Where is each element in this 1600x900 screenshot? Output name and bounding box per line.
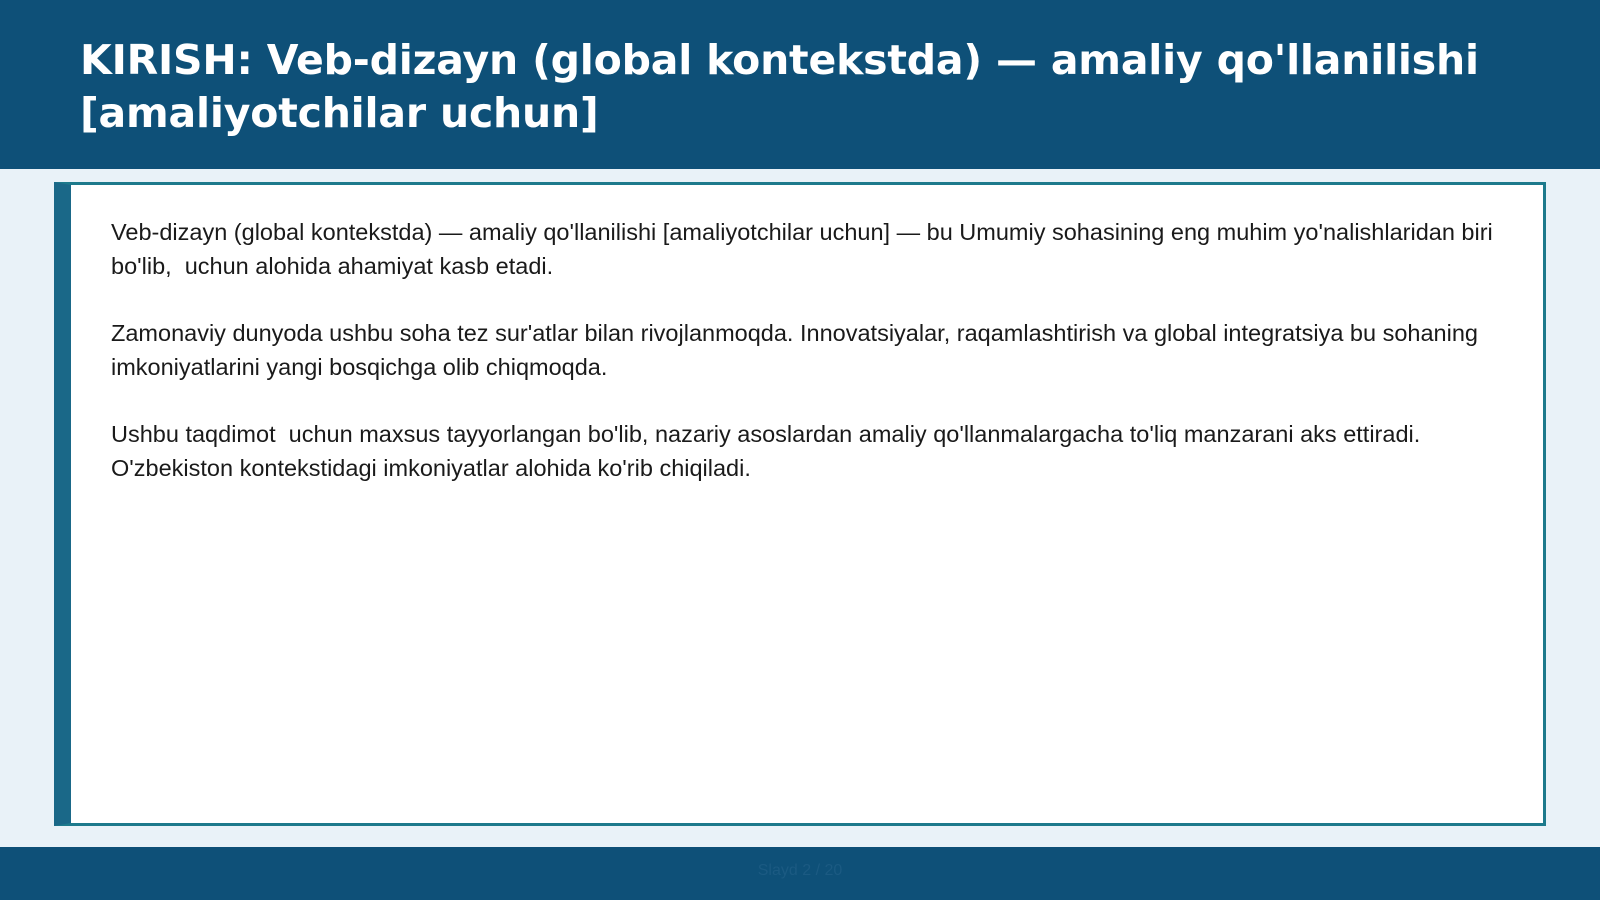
slide-number: Slayd 2 / 20 <box>757 862 843 879</box>
presentation-scope-paragraph: Ushbu taqdimot uchun maxsus tayyorlangan bo'lib, nazariy asoslardan amaliy qo'llanmalargacha to'liq manzarani aks ettiradi. O'zbekiston kontekstidagi imkoniyatlar alohida ko'rib chiqiladi. <box>111 421 1427 481</box>
content-body <box>111 215 1511 518</box>
slide-title: KIRISH: Veb-dizayn (global kontekstda) — amaliy qo'llanilishi [amaliyotchilar uchun] <box>80 36 1479 137</box>
slide-footer <box>0 847 1600 900</box>
modern-world-paragraph: Zamonaviy dunyoda ushbu soha tez sur'atlar bilan rivojlanmoqda. Innovatsiyalar, raqamlashtirish va global integratsiya bu sohaning imkoniyatlarini yangi bosqichga olib chiqmoqda. <box>111 320 1485 380</box>
content-card <box>54 182 1546 826</box>
intro-paragraph: Veb-dizayn (global kontekstda) — amaliy qo'llanilishi [amaliyotchilar uchun] — bu Umumiy sohasining eng muhim yo'nalishlaridan biri bo'lib, uchun alohida ahamiyat kasb etadi. <box>111 219 1500 279</box>
slide-header <box>0 0 1600 169</box>
